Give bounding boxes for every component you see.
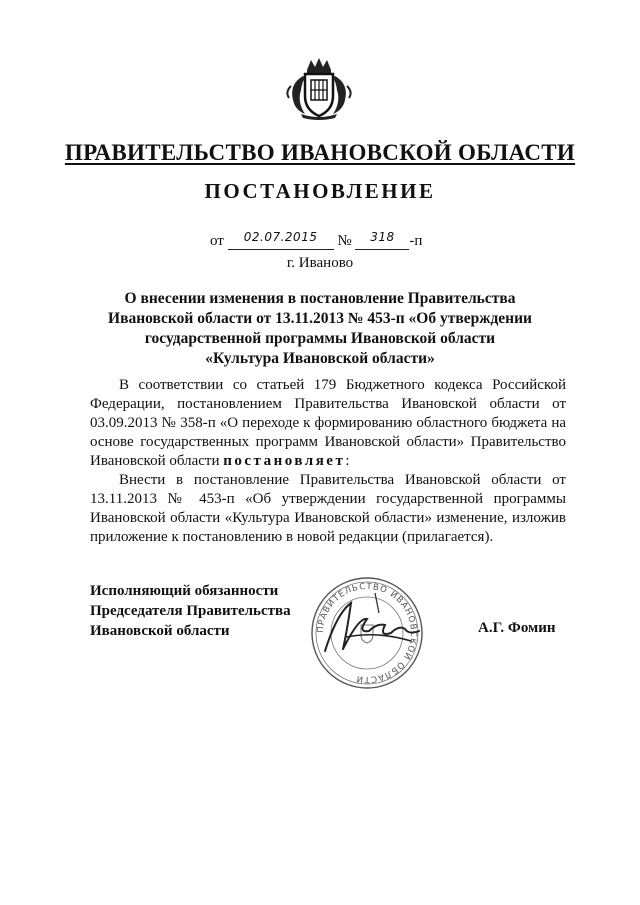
position-line: Ивановской области — [90, 623, 230, 639]
resolves-word: постановляет — [223, 453, 346, 469]
signatory-position — [90, 581, 291, 641]
date-field — [228, 232, 334, 250]
position-line: Исполняющий обязанности — [90, 583, 279, 599]
coat-of-arms-icon — [283, 56, 355, 120]
subject-line: Ивановской области от 13.11.2013 № 453-п «Об утверждении — [108, 310, 532, 327]
body-paragraph: Внести в постановление Правительства Ивановской области от 13.11.2013 № 453-п «Об утверждении государственной программы Ивановской области «Культура Ивановской области» изменение, изложив приложение к постановлению в новой редакции (прилагается). — [90, 472, 566, 545]
number-value: 318 — [370, 230, 395, 244]
number-label: № — [337, 233, 352, 249]
document-subject — [90, 289, 550, 369]
signatory-name: А.Г. Фомин — [478, 620, 556, 636]
paragraph-text: В соответствии со статьей 179 Бюджетного кодекса Российской Федерации, постановлением Правительства Ивановской области от 03.09.2013 № 358-п «О переходе к формированию областного бюджета на основе государственных программ Ивановской области» Правительство Ивановской области — [90, 377, 566, 469]
colon: : — [345, 453, 350, 469]
seal-text: ПРАВИТЕЛЬСТВО ИВАНОВСКОЙ ОБЛАСТИ — [315, 581, 419, 685]
organization-title: ПРАВИТЕЛЬСТВО ИВАНОВСКОЙ ОБЛАСТИ — [64, 140, 576, 165]
subject-line: О внесении изменения в постановление Правительства — [124, 290, 516, 307]
city-label: г. Иваново — [286, 255, 354, 271]
number-field — [355, 232, 409, 250]
body-paragraph — [90, 376, 566, 471]
subject-line: «Культура Ивановской области» — [205, 350, 435, 367]
number-suffix: -п — [409, 233, 423, 249]
date-number-line — [210, 232, 422, 250]
date-from-label: от — [210, 233, 224, 249]
document-type-title: ПОСТАНОВЛЕНИЕ — [204, 179, 436, 203]
position-line: Председателя Правительства — [90, 603, 291, 619]
document-body — [90, 376, 566, 547]
date-value: 02.07.2015 — [243, 230, 318, 244]
subject-line: государственной программы Ивановской области — [144, 330, 496, 347]
official-seal-icon — [307, 573, 427, 693]
